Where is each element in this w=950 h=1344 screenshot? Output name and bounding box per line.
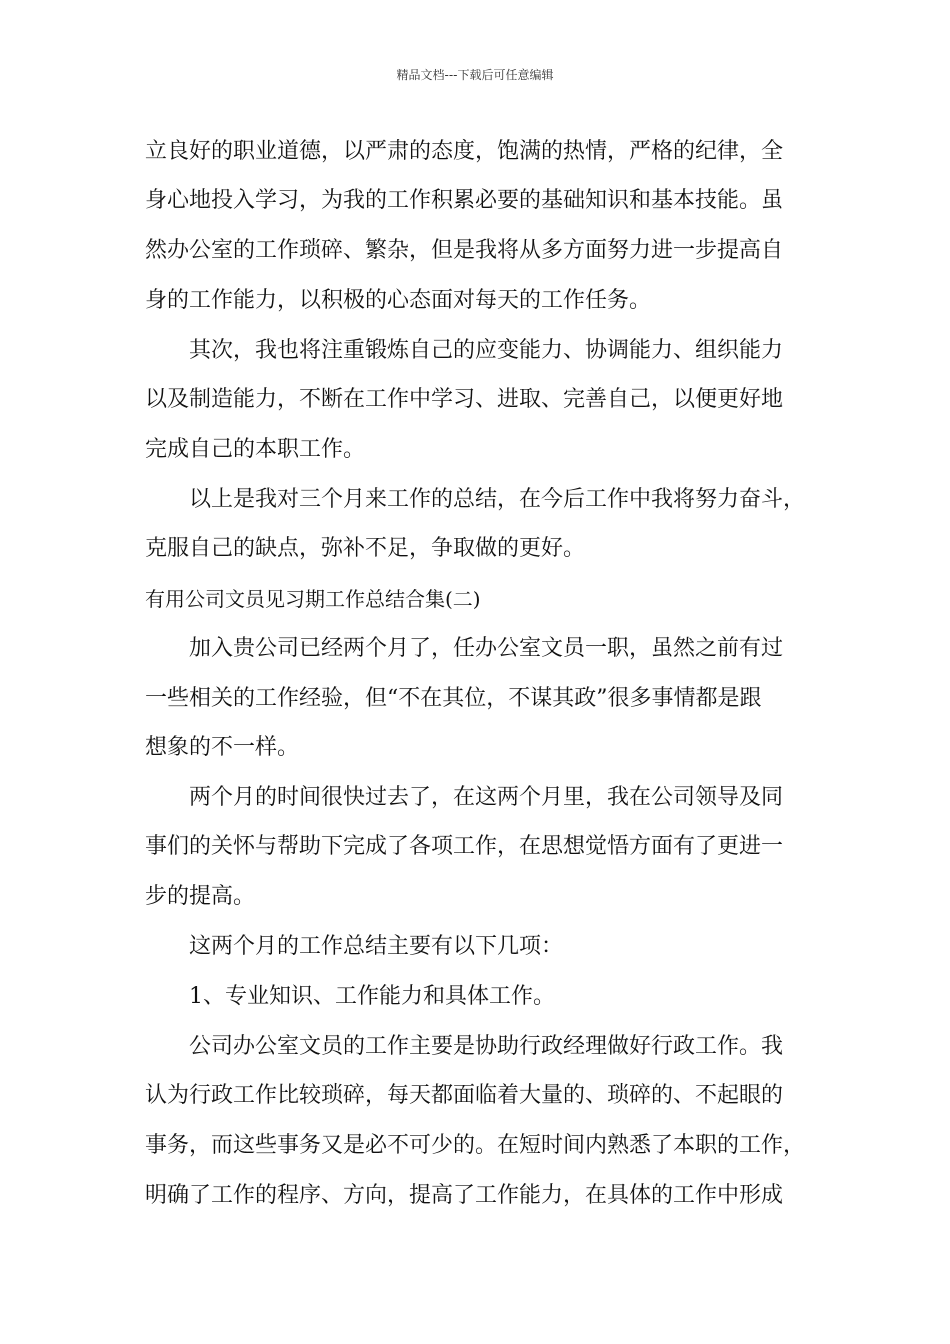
text-line-8: 以上是我对三个月来工作的总结，在今后工作中我将努力奋斗， <box>145 487 806 512</box>
text-line-19: 公司办公室文员的工作主要是协助行政经理做好行政工作。我 <box>145 1034 784 1059</box>
text-line-12: 一些相关的工作经验，但“不在其位，不谋其政”很多事情都是跟 <box>145 686 762 711</box>
section-heading: 有用公司文员见习期工作总结合集(二) <box>145 587 481 611</box>
text-line-2: 身心地投入学习，为我的工作积累必要的基础知识和基本技能。虽 <box>145 188 784 213</box>
text-line-21: 事务，而这些事务又是必不可少的。在短时间内熟悉了本职的工作， <box>145 1133 806 1158</box>
text-line-15: 事们的关怀与帮助下完成了各项工作，在思想觉悟方面有了更进一 <box>145 834 784 859</box>
text-line-18: 1、专业知识、工作能力和具体工作。 <box>145 984 555 1009</box>
text-line-7: 完成自己的本职工作。 <box>145 437 366 462</box>
text-line-9: 克服自己的缺点，弥补不足，争取做的更好。 <box>145 536 586 561</box>
text-line-20: 认为行政工作比较琐碎，每天都面临着大量的、琐碎的、不起眼的 <box>145 1083 784 1108</box>
text-line-3: 然办公室的工作琐碎、繁杂，但是我将从多方面努力进一步提高自 <box>145 238 784 263</box>
text-line-5: 其次，我也将注重锻炼自己的应变能力、协调能力、组织能力 <box>145 338 784 363</box>
text-line-22: 明确了工作的程序、方向，提高了工作能力，在具体的工作中形成 <box>145 1183 784 1208</box>
text-line-17: 这两个月的工作总结主要有以下几项： <box>145 934 564 959</box>
text-line-16: 步的提高。 <box>145 884 256 909</box>
text-line-4: 身的工作能力，以积极的心态面对每天的工作任务。 <box>145 288 652 313</box>
text-line-11: 加入贵公司已经两个月了，任办公室文员一职，虽然之前有过 <box>145 636 784 661</box>
text-line-14: 两个月的时间很快过去了，在这两个月里，我在公司领导及同 <box>145 785 784 810</box>
text-line-6: 以及制造能力，不断在工作中学习、进取、完善自己，以便更好地 <box>145 387 784 412</box>
text-line-1: 立良好的职业道德，以严肃的态度，饱满的热情，严格的纪律，全 <box>145 139 784 164</box>
page-header: 精品文档---下载后可任意编辑 <box>396 68 554 82</box>
text-line-13: 想象的不一样。 <box>145 735 300 760</box>
